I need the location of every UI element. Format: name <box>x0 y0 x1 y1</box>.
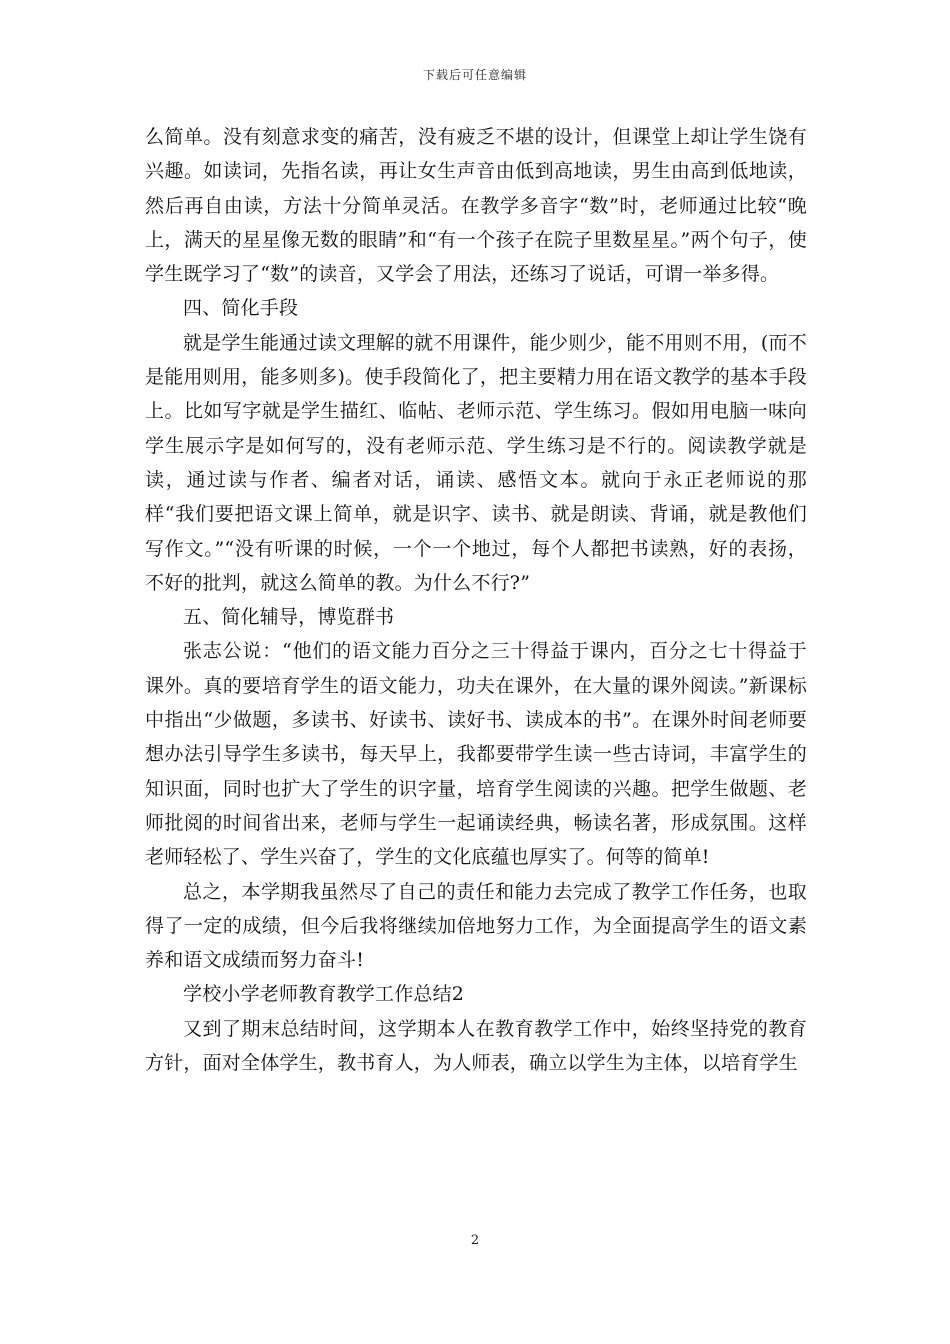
paragraph-continuation: 么简单。没有刻意求变的痛苦，没有疲乏不堪的设计，但课堂上却让学生饶有兴趣。如读词，先指名读，再让女生声音由低到高地读，男生由高到低地读，然后再自由读，方法十分简单灵活。在教学多音字“数”时，老师通过比较“晚上，满天的星星像无数的眼睛”和“有一个孩子在院子里数星星。”两个句子，使学生既学习了“数”的读音，又学会了用法，还练习了说话，可谓一举多得。 <box>145 126 807 286</box>
paragraph-extracurricular-reading: 张志公说：“他们的语文能力百分之三十得益于课内，百分之七十得益于课外。真的要培育学生的语文能力，功夫在课外，在大量的课外阅读。”新课标中指出“少做题，多读书、好读书、读好书、读成本的书”。在课外时间老师要想办法引导学生多读书，每天早上，我都要带学生读一些古诗词，丰富学生的知识面，同时也扩大了学生的识字量，培育学生阅读的兴趣。把学生做题、老师批阅的时间省出来，老师与学生一起诵读经典，畅读名著，形成氛围。这样老师轻松了、学生兴奋了，学生的文化底蕴也厚实了。何等的简单! <box>145 640 807 869</box>
paragraph-conclusion: 总之，本学期我虽然尽了自己的责任和能力去完成了教学工作任务，也取得了一定的成绩，但今后我将继续加倍地努力工作，为全面提高学生的语文素养和语文成绩而努力奋斗! <box>145 880 807 972</box>
page-header: 下载后可任意编辑 <box>422 68 527 82</box>
document-body <box>145 120 807 1080</box>
paragraph-summary-2-intro: 又到了期末总结时间，这学期本人在教育教学工作中，始终坚持党的教育方针，面对全体学生，教书育人，为人师表，确立以学生为主体，以培育学生 <box>145 1017 807 1075</box>
section-heading-simplify-means: 四、简化手段 <box>183 297 299 320</box>
paragraph-simplify-means: 就是学生能通过读文理解的就不用课件，能少则少，能不用则不用，(而不是能用则用，能多则多)。使手段简化了，把主要精力用在语文教学的基本手段上。比如写字就是学生描红、临帖、老师示范、学生练习。假如用电脑一味向学生展示字是如何写的，没有老师示范、学生练习是不行的。阅读教学就是读，通过读与作者、编者对话，诵读、感悟文本。就向于永正老师说的那样“我们要把语文课上简单，就是识字、读书、就是朗读、背诵，就是教他们写作文。”“没有听课的时候，一个一个地过，每个人都把书读熟，好的表扬，不好的批判，就这么简单的教。为什么不行?” <box>145 331 807 594</box>
document-title-2: 学校小学老师教育教学工作总结2 <box>183 983 465 1006</box>
page-number: 2 <box>470 1233 480 1248</box>
section-heading-simplify-guidance: 五、简化辅导，博览群书 <box>183 606 395 629</box>
